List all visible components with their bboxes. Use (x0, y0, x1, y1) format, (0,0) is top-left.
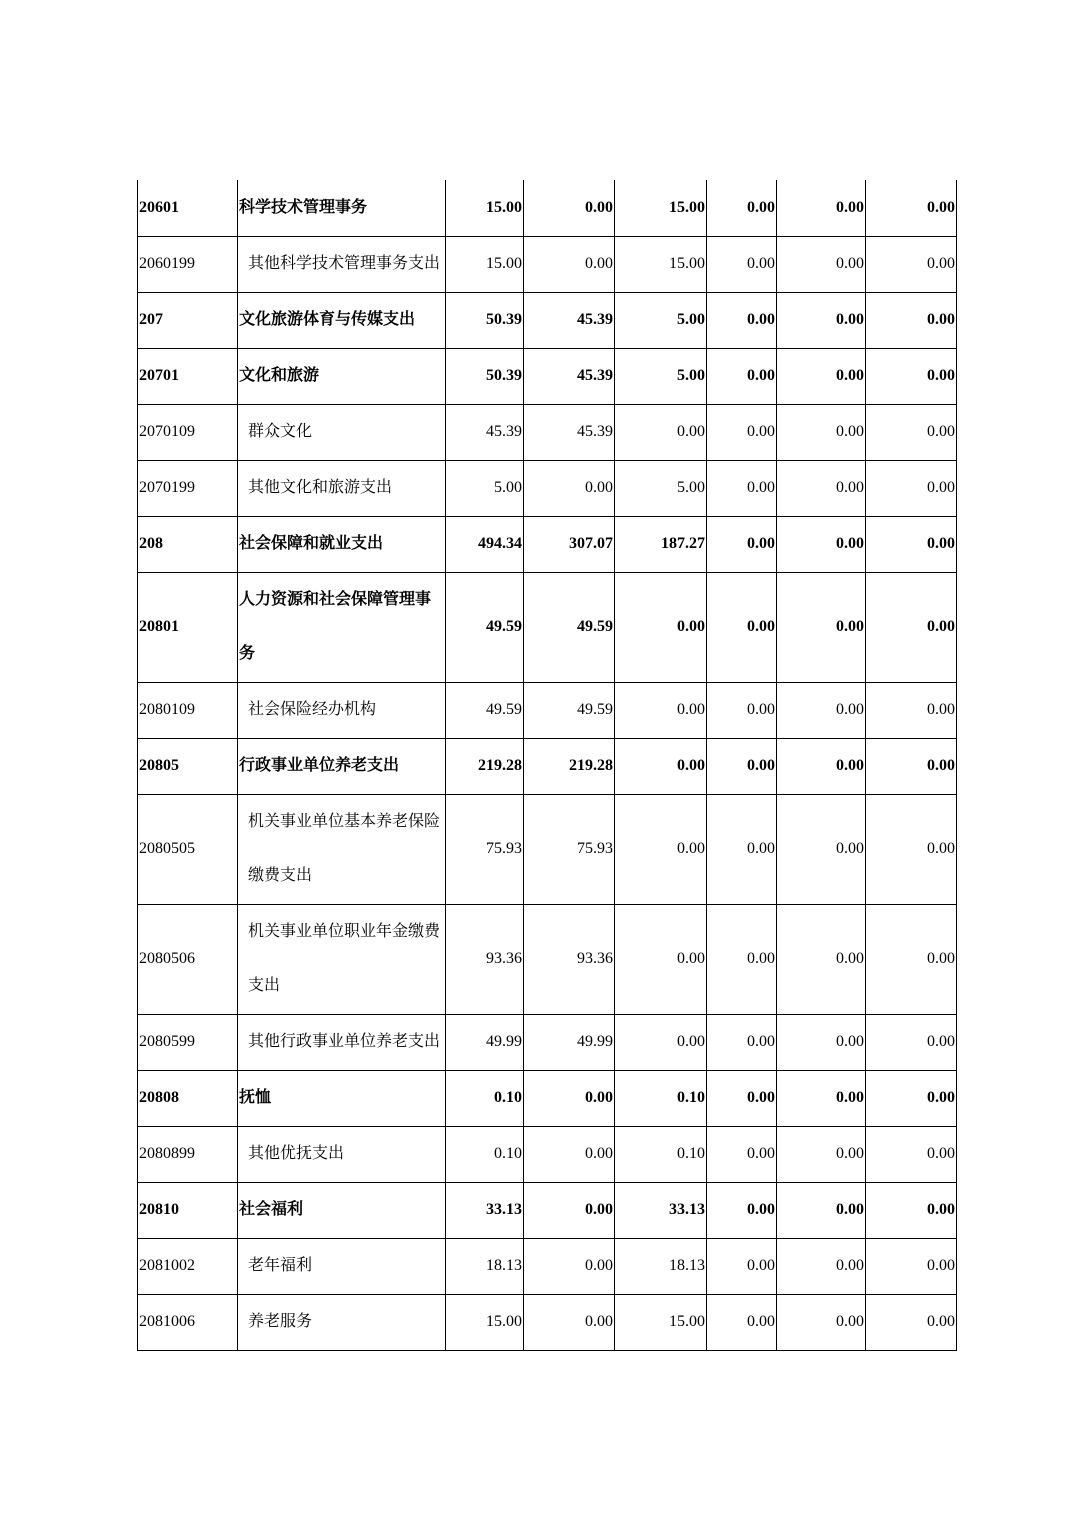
subject-name-cell (238, 1070, 446, 1126)
amount-cell: 33.13 (446, 1182, 524, 1238)
amount-cell: 0.00 (866, 348, 957, 404)
amount-cell: 0.00 (707, 404, 777, 460)
amount-cell: 0.00 (866, 236, 957, 292)
amount-cell: 0.00 (866, 1070, 957, 1126)
amount-cell: 45.39 (446, 404, 524, 460)
amount-cell: 219.28 (446, 738, 524, 794)
amount-cell: 0.00 (707, 794, 777, 904)
amount-cell: 0.00 (777, 1294, 866, 1350)
amount-cell: 0.00 (707, 348, 777, 404)
table-row (138, 1126, 957, 1182)
amount-cell: 0.00 (866, 738, 957, 794)
amount-cell: 0.00 (866, 180, 957, 236)
amount-cell: 5.00 (615, 460, 707, 516)
amount-cell: 0.00 (866, 1014, 957, 1070)
amount-cell: 0.00 (777, 516, 866, 572)
subject-name-cell (238, 348, 446, 404)
table-row (138, 404, 957, 460)
amount-cell: 0.00 (777, 1126, 866, 1182)
expenditure-table (137, 180, 957, 1351)
amount-cell: 0.00 (524, 180, 615, 236)
subject-code-cell: 20701 (138, 348, 238, 404)
amount-cell: 0.00 (777, 1238, 866, 1294)
amount-cell: 0.00 (777, 738, 866, 794)
subject-name-cell (238, 1126, 446, 1182)
amount-cell: 0.00 (777, 460, 866, 516)
subject-name-text: 行政事业单位养老支出 (239, 757, 400, 774)
subject-name-text: 科学技术管理事务 (239, 198, 368, 216)
subject-name-cell (238, 904, 446, 1014)
subject-name-cell (238, 1238, 446, 1294)
subject-code-cell: 2080899 (138, 1126, 238, 1182)
table-row (138, 180, 957, 236)
subject-code-cell: 2080505 (138, 794, 238, 904)
amount-cell: 18.13 (446, 1238, 524, 1294)
amount-cell: 75.93 (446, 794, 524, 904)
amount-cell: 307.07 (524, 516, 615, 572)
amount-cell: 0.10 (615, 1126, 707, 1182)
subject-code-cell: 20808 (138, 1070, 238, 1126)
table-row (138, 904, 957, 1014)
amount-cell: 50.39 (446, 292, 524, 348)
amount-cell: 0.00 (615, 404, 707, 460)
amount-cell: 0.00 (866, 1182, 957, 1238)
subject-name-text: 其他科学技术管理事务支出 (248, 255, 441, 272)
subject-name-text: 社会保障和就业支出 (239, 535, 384, 552)
amount-cell: 5.00 (615, 348, 707, 404)
amount-cell: 494.34 (446, 516, 524, 572)
amount-cell: 0.00 (777, 904, 866, 1014)
table-row (138, 1238, 957, 1294)
amount-cell: 15.00 (446, 180, 524, 236)
subject-name-text: 群众文化 (248, 423, 313, 440)
amount-cell: 49.59 (524, 572, 615, 682)
amount-cell: 0.00 (707, 1070, 777, 1126)
amount-cell: 5.00 (446, 460, 524, 516)
table-row (138, 1294, 957, 1350)
amount-cell: 50.39 (446, 348, 524, 404)
amount-cell: 0.00 (615, 1014, 707, 1070)
subject-name-text: 老年福利 (248, 1257, 313, 1274)
subject-name-cell (238, 1294, 446, 1350)
amount-cell: 49.99 (446, 1014, 524, 1070)
table-row (138, 682, 957, 738)
amount-cell: 187.27 (615, 516, 707, 572)
subject-code-cell: 20810 (138, 1182, 238, 1238)
subject-name-cell (238, 180, 446, 236)
subject-code-cell: 2080109 (138, 682, 238, 738)
table-row (138, 348, 957, 404)
amount-cell: 0.00 (707, 180, 777, 236)
amount-cell: 0.00 (866, 682, 957, 738)
amount-cell: 0.00 (707, 460, 777, 516)
amount-cell: 15.00 (446, 236, 524, 292)
amount-cell: 0.00 (524, 1126, 615, 1182)
subject-name-text: 抚恤 (239, 1089, 272, 1106)
amount-cell: 15.00 (615, 180, 707, 236)
table-row (138, 572, 957, 682)
amount-cell: 0.00 (524, 1070, 615, 1126)
subject-code-cell: 208 (138, 516, 238, 572)
amount-cell: 33.13 (615, 1182, 707, 1238)
amount-cell: 0.00 (707, 236, 777, 292)
amount-cell: 0.00 (866, 1238, 957, 1294)
amount-cell: 15.00 (615, 1294, 707, 1350)
subject-name-cell (238, 682, 446, 738)
subject-code-cell: 2080506 (138, 904, 238, 1014)
amount-cell: 0.00 (866, 1294, 957, 1350)
amount-cell: 0.00 (866, 292, 957, 348)
amount-cell: 0.00 (777, 682, 866, 738)
amount-cell: 0.10 (446, 1126, 524, 1182)
amount-cell: 0.00 (707, 904, 777, 1014)
amount-cell: 0.10 (446, 1070, 524, 1126)
amount-cell: 49.59 (446, 572, 524, 682)
amount-cell: 45.39 (524, 348, 615, 404)
amount-cell: 0.00 (524, 1182, 615, 1238)
amount-cell: 49.99 (524, 1014, 615, 1070)
subject-code-cell: 2070109 (138, 404, 238, 460)
subject-name-cell (238, 516, 446, 572)
subject-name-cell (238, 404, 446, 460)
amount-cell: 49.59 (446, 682, 524, 738)
subject-name-text: 人力资源和社会保障管理事务 (239, 591, 432, 662)
subject-name-cell (238, 1014, 446, 1070)
subject-name-cell (238, 460, 446, 516)
subject-name-cell (238, 1182, 446, 1238)
amount-cell: 0.00 (777, 794, 866, 904)
subject-code-cell: 2060199 (138, 236, 238, 292)
amount-cell: 0.00 (777, 348, 866, 404)
subject-code-cell: 2081006 (138, 1294, 238, 1350)
subject-code-cell: 20805 (138, 738, 238, 794)
amount-cell: 0.00 (866, 1126, 957, 1182)
amount-cell: 0.00 (615, 904, 707, 1014)
amount-cell: 0.00 (524, 460, 615, 516)
table-row (138, 460, 957, 516)
subject-name-text: 文化旅游体育与传媒支出 (239, 311, 416, 328)
subject-name-cell (238, 794, 446, 904)
amount-cell: 15.00 (446, 1294, 524, 1350)
amount-cell: 15.00 (615, 236, 707, 292)
subject-code-cell: 20801 (138, 572, 238, 682)
table-row (138, 236, 957, 292)
subject-name-text: 机关事业单位基本养老保险缴费支出 (248, 813, 441, 884)
subject-name-text: 养老服务 (248, 1313, 313, 1330)
table-body (138, 180, 957, 1350)
amount-cell: 0.00 (707, 1182, 777, 1238)
amount-cell: 0.00 (866, 572, 957, 682)
amount-cell: 18.13 (615, 1238, 707, 1294)
amount-cell: 0.00 (777, 180, 866, 236)
subject-name-text: 其他优抚支出 (248, 1145, 345, 1162)
subject-name-cell (238, 738, 446, 794)
amount-cell: 0.00 (777, 572, 866, 682)
amount-cell: 0.00 (524, 1238, 615, 1294)
amount-cell: 0.00 (866, 460, 957, 516)
amount-cell: 0.00 (707, 516, 777, 572)
subject-code-cell: 2070199 (138, 460, 238, 516)
subject-code-cell: 2080599 (138, 1014, 238, 1070)
amount-cell: 0.00 (615, 738, 707, 794)
amount-cell: 0.00 (777, 236, 866, 292)
subject-name-cell (238, 236, 446, 292)
amount-cell: 5.00 (615, 292, 707, 348)
subject-code-cell: 207 (138, 292, 238, 348)
subject-name-text: 其他文化和旅游支出 (248, 479, 393, 496)
amount-cell: 0.00 (777, 1014, 866, 1070)
amount-cell: 45.39 (524, 292, 615, 348)
amount-cell: 93.36 (524, 904, 615, 1014)
subject-code-cell: 2081002 (138, 1238, 238, 1294)
table-row (138, 1182, 957, 1238)
amount-cell: 0.00 (707, 1014, 777, 1070)
amount-cell: 0.00 (866, 794, 957, 904)
amount-cell: 0.00 (524, 236, 615, 292)
amount-cell: 45.39 (524, 404, 615, 460)
subject-name-cell (238, 292, 446, 348)
subject-name-text: 其他行政事业单位养老支出 (248, 1033, 441, 1050)
table-row (138, 794, 957, 904)
amount-cell: 0.00 (707, 572, 777, 682)
amount-cell: 49.59 (524, 682, 615, 738)
amount-cell: 0.00 (777, 1182, 866, 1238)
amount-cell: 0.00 (615, 572, 707, 682)
amount-cell: 0.00 (777, 1070, 866, 1126)
subject-code-cell: 20601 (138, 180, 238, 236)
amount-cell: 0.00 (866, 516, 957, 572)
subject-name-text: 社会福利 (239, 1201, 304, 1218)
amount-cell: 0.00 (615, 682, 707, 738)
subject-name-text: 文化和旅游 (239, 367, 320, 384)
subject-name-cell (238, 572, 446, 682)
table-row (138, 1070, 957, 1126)
amount-cell: 0.00 (777, 292, 866, 348)
amount-cell: 0.00 (777, 404, 866, 460)
table-row (138, 1014, 957, 1070)
amount-cell: 0.00 (707, 682, 777, 738)
amount-cell: 0.00 (524, 1294, 615, 1350)
amount-cell: 0.00 (707, 1294, 777, 1350)
amount-cell: 75.93 (524, 794, 615, 904)
amount-cell: 0.10 (615, 1070, 707, 1126)
subject-name-text: 社会保险经办机构 (248, 701, 377, 718)
amount-cell: 93.36 (446, 904, 524, 1014)
amount-cell: 0.00 (615, 794, 707, 904)
amount-cell: 0.00 (707, 738, 777, 794)
amount-cell: 0.00 (866, 904, 957, 1014)
amount-cell: 219.28 (524, 738, 615, 794)
amount-cell: 0.00 (707, 1238, 777, 1294)
amount-cell: 0.00 (707, 292, 777, 348)
table-row (138, 738, 957, 794)
amount-cell: 0.00 (866, 404, 957, 460)
table-row (138, 516, 957, 572)
table-row (138, 292, 957, 348)
subject-name-text: 机关事业单位职业年金缴费支出 (248, 923, 441, 994)
amount-cell: 0.00 (707, 1126, 777, 1182)
